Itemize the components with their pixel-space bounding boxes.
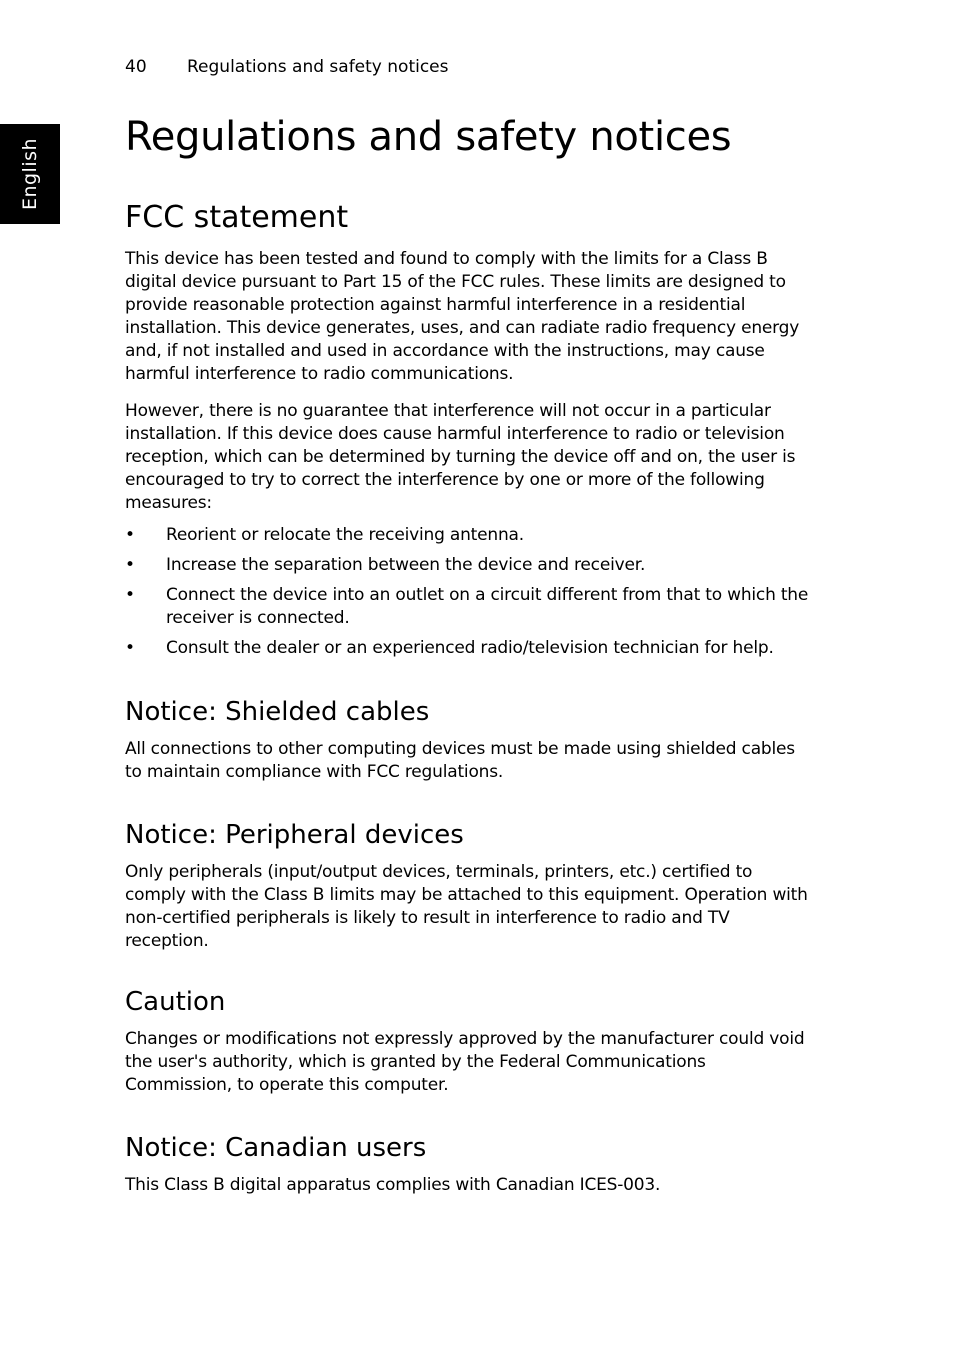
canadian-users-text: This Class B digital apparatus complies with Canadian ICES-003. bbox=[125, 1175, 661, 1195]
bullet-icon: • bbox=[125, 555, 135, 575]
caution-text: Changes or modifications not expressly approved by the manufacturer could void the user's authority, which is granted by the Federal Communications Commission, to operate this computer. bbox=[125, 1029, 805, 1095]
list-item-text: Connect the device into an outlet on a circuit different from that to which the receiver is connected. bbox=[166, 585, 809, 628]
peripheral-devices-text: Only peripherals (input/output devices, terminals, printers, etc.) certified to comply with the Class B limits may be attached to this equipment. Operation with non-certified peripherals is likely to result in interference to radio and TV reception. bbox=[125, 862, 808, 951]
running-header bbox=[125, 56, 449, 78]
fcc-statement-heading: FCC statement bbox=[125, 200, 349, 235]
fcc-paragraph-1: This device has been tested and found to comply with the limits for a Class B digital device pursuant to Part 15 of the FCC rules. These limits are designed to provide reasonable protection against harmful interference in a residential installation. This device generates, uses, and can radiate radio frequency energy and, if not installed and used in accordance with the instructions, may cause harmful interference to radio communications. bbox=[125, 249, 800, 384]
list-item-text: Reorient or relocate the receiving antenna. bbox=[166, 525, 524, 545]
list-item-text: Consult the dealer or an experienced radio/television technician for help. bbox=[166, 638, 774, 658]
page-content bbox=[125, 112, 815, 1211]
running-header-title: Regulations and safety notices bbox=[187, 57, 449, 77]
bullet-icon: • bbox=[125, 525, 135, 545]
fcc-paragraph-2: However, there is no guarantee that interference will not occur in a particular installation. If this device does cause harmful interference to radio or television reception, which can be determined by turning the device off and on, the user is encouraged to try to correct the interference by one or more of the following measures: bbox=[125, 401, 796, 513]
caution-heading: Caution bbox=[125, 987, 226, 1017]
list-item bbox=[125, 637, 815, 660]
shielded-cables-heading: Notice: Shielded cables bbox=[125, 697, 430, 727]
peripheral-devices-heading: Notice: Peripheral devices bbox=[125, 820, 464, 850]
canadian-users-heading: Notice: Canadian users bbox=[125, 1133, 427, 1163]
bullet-icon: • bbox=[125, 638, 135, 658]
page-number: 40 bbox=[125, 57, 147, 77]
list-item bbox=[125, 524, 815, 547]
list-item bbox=[125, 554, 815, 577]
language-tab-label: English bbox=[19, 137, 41, 211]
shielded-cables-text: All connections to other computing devices must be made using shielded cables to maintain compliance with FCC regulations. bbox=[125, 739, 795, 782]
bullet-icon: • bbox=[125, 585, 135, 605]
language-tab bbox=[0, 124, 60, 224]
list-item bbox=[125, 584, 815, 630]
fcc-measures-list bbox=[125, 524, 815, 660]
page-title: Regulations and safety notices bbox=[125, 114, 732, 160]
list-item-text: Increase the separation between the device and receiver. bbox=[166, 555, 646, 575]
